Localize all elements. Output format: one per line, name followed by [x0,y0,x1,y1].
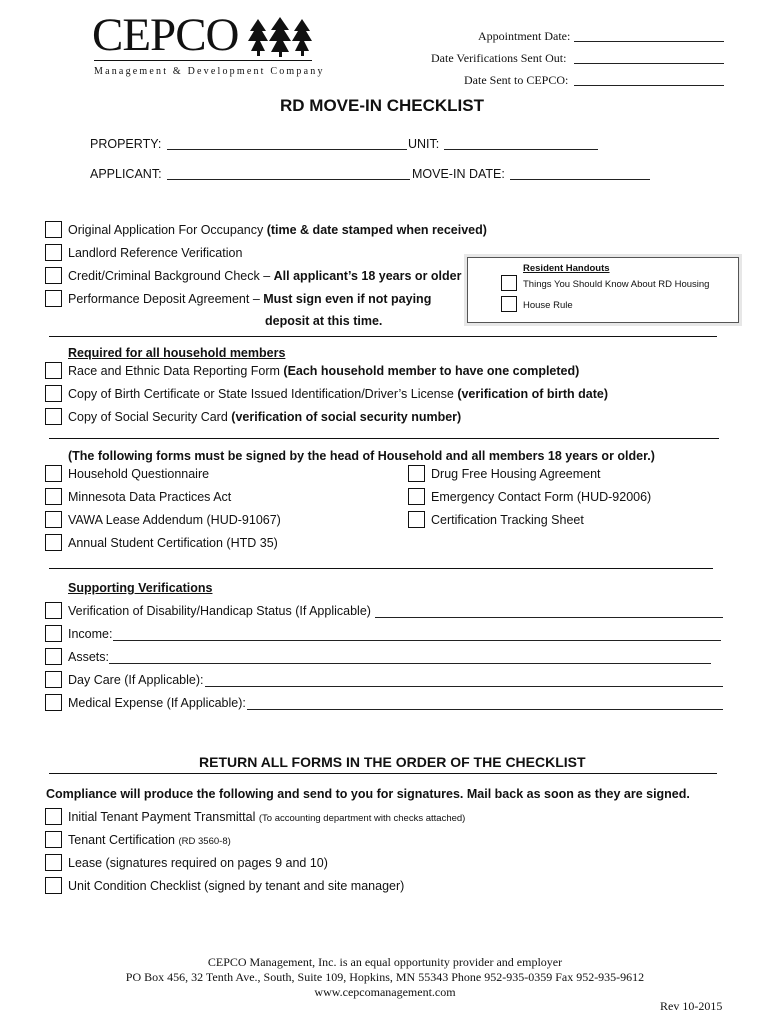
item-unit-condition: Unit Condition Checklist (signed by tenant and site manager) [68,879,405,893]
logo-text: CEPCO [92,9,239,61]
checkbox-birth-certificate[interactable] [45,385,62,402]
resident-handouts-title: Resident Handouts [523,263,610,274]
income-line[interactable] [113,640,721,641]
appointment-date-line[interactable] [574,41,724,42]
item-note: Must sign even if not paying [263,292,432,306]
disability-line[interactable] [375,617,723,618]
unit-line[interactable] [444,149,598,150]
item-lease: Lease (signatures required on pages 9 and 10) [68,856,328,870]
appointment-date-label: Appointment Date: [478,29,571,43]
section-divider [49,773,717,774]
section-divider [49,568,713,569]
handout-house-rule: House Rule [523,300,573,311]
checkbox-emergency-contact[interactable] [408,488,425,505]
sent-to-cepco-line[interactable] [574,85,724,86]
item-data-practices: Minnesota Data Practices Act [68,490,232,504]
item-label: Copy of Birth Certificate or State Issued Identification/Driver’s License [68,387,454,401]
page-title: RD MOVE-IN CHECKLIST [280,96,484,115]
item-note: (RD 3560-8) [178,836,231,847]
item-note: (time & date stamped when received) [266,223,487,237]
medical-expense-line[interactable] [247,709,723,710]
checkbox-income[interactable] [45,625,62,642]
section-divider [49,336,717,337]
item-note: (To accounting department with checks attached) [258,813,466,824]
checkbox-social-security[interactable] [45,408,62,425]
item-original-application [68,223,487,237]
day-care-line[interactable] [205,686,723,687]
checkbox-household-questionnaire[interactable] [45,465,62,482]
checkbox-rd-housing-handout[interactable] [501,275,517,291]
checkbox-data-practices[interactable] [45,488,62,505]
item-background-check [68,269,461,283]
household-members-heading: Required for all household members [68,346,286,360]
checkbox-drug-free[interactable] [408,465,425,482]
checkbox-race-ethnic[interactable] [45,362,62,379]
item-assets: Assets: [68,650,109,664]
item-social-security [68,410,461,424]
footer-eeo: CEPCO Management, Inc. is an equal opportunity provider and employer [207,955,563,969]
property-line[interactable] [167,149,407,150]
sent-to-cepco-label: Date Sent to CEPCO: [464,73,569,87]
item-payment-transmittal [68,810,465,824]
item-note: (Each household member to have one completed) [283,364,580,378]
logo-rule [94,60,312,61]
move-in-date-label: MOVE-IN DATE: [412,167,505,181]
item-household-questionnaire: Household Questionnaire [68,467,210,481]
revision-label: Rev 10-2015 [660,999,723,1013]
item-drug-free: Drug Free Housing Agreement [431,467,601,481]
item-day-care: Day Care (If Applicable): [68,673,204,687]
checkbox-lease[interactable] [45,854,62,871]
item-note: All applicant’s 18 years or older [273,269,462,283]
checkbox-landlord-reference[interactable] [45,244,62,261]
item-label: Tenant Certification [68,833,176,847]
item-note: (verification of birth date) [457,387,609,401]
checkbox-medical-expense[interactable] [45,694,62,711]
checkbox-original-application[interactable] [45,221,62,238]
checkbox-tenant-certification[interactable] [45,831,62,848]
item-note: (verification of social security number) [231,410,462,424]
assets-line[interactable] [109,663,711,664]
verifications-date-label: Date Verifications Sent Out: [431,51,567,65]
compliance-note: Compliance will produce the following and send to you for signatures. Mail back as soon as they are signed. [46,787,690,801]
item-race-ethnic [68,364,579,378]
footer-address: PO Box 456, 32 Tenth Ave., South, Suite 109, Hopkins, MN 55343 Phone 952-935-0359 Fax 952-935-9612 [125,970,645,984]
item-label: Credit/Criminal Background Check – [68,269,271,283]
signed-forms-heading: (The following forms must be signed by the head of Household and all members 18 years or older.) [68,449,655,463]
checkbox-disability[interactable] [45,602,62,619]
handout-rd-housing: Things You Should Know About RD Housing [523,279,710,290]
checkbox-payment-transmittal[interactable] [45,808,62,825]
item-label: Race and Ethnic Data Reporting Form [68,364,280,378]
checkbox-background-check[interactable] [45,267,62,284]
item-income: Income: [68,627,113,641]
section-divider [49,438,719,439]
move-in-date-line[interactable] [510,179,650,180]
deposit-continuation: deposit at this time. [265,314,383,328]
resident-handouts-panel [467,257,739,323]
footer-website[interactable]: www.cepcomanagement.com [314,985,456,999]
checkbox-performance-deposit[interactable] [45,290,62,307]
item-label: Initial Tenant Payment Transmittal [68,810,256,824]
item-landlord-reference: Landlord Reference Verification [68,246,243,260]
item-medical-expense: Medical Expense (If Applicable): [68,696,246,710]
item-certification-tracking: Certification Tracking Sheet [431,513,584,527]
item-label: Performance Deposit Agreement – [68,292,260,306]
item-emergency-contact: Emergency Contact Form (HUD-92006) [431,490,652,504]
unit-label: UNIT: [408,137,440,151]
logo-tagline: Management & Development Company [94,66,325,77]
item-performance-deposit [68,292,431,306]
item-disability: Verification of Disability/Handicap Status (If Applicable) [68,604,371,618]
checkbox-house-rule-handout[interactable] [501,296,517,312]
item-student-certification: Annual Student Certification (HTD 35) [68,536,278,550]
item-vawa: VAWA Lease Addendum (HUD-91067) [68,513,281,527]
pine-trees-icon [248,15,312,57]
property-label: PROPERTY: [90,137,162,151]
checkbox-certification-tracking[interactable] [408,511,425,528]
applicant-label: APPLICANT: [90,167,162,181]
checkbox-vawa[interactable] [45,511,62,528]
return-forms-heading: RETURN ALL FORMS IN THE ORDER OF THE CHECKLIST [199,754,586,770]
checkbox-unit-condition[interactable] [45,877,62,894]
verifications-date-line[interactable] [574,63,724,64]
item-label: Copy of Social Security Card [68,410,228,424]
checkbox-student-certification[interactable] [45,534,62,551]
item-birth-certificate [68,387,608,401]
applicant-line[interactable] [167,179,410,180]
item-label: Original Application For Occupancy [68,223,264,237]
checkbox-day-care[interactable] [45,671,62,688]
supporting-verifications-heading: Supporting Verifications [68,581,213,595]
item-tenant-certification [68,833,231,847]
checkbox-assets[interactable] [45,648,62,665]
